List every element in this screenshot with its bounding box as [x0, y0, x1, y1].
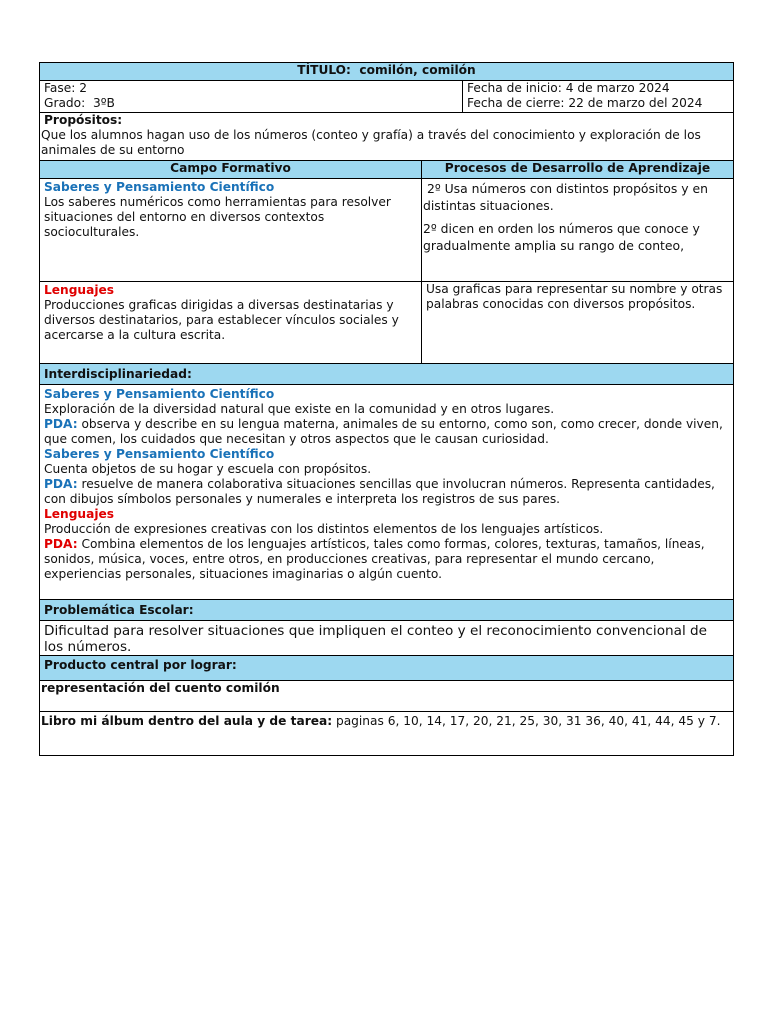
- pda-label-3: PDA:: [44, 537, 78, 551]
- fechas-cell: [463, 81, 734, 113]
- problematica-text: Dificultad para resolver situaciones que impliquen el conteo y el reconocimiento convencional de los números.: [40, 621, 734, 656]
- interd-lenguajes-title: Lenguajes: [44, 507, 115, 521]
- producto-text: representación del cuento comilón: [40, 681, 734, 712]
- problematica-row: [40, 621, 734, 656]
- producto-label: Producto central por lograr:: [40, 656, 734, 681]
- title-cell: [40, 63, 734, 81]
- interd-saberes-pda-text-2: resuelve de manera colaborativa situaciones sencillas que involucran números. Representa cantidades, con dibujos símbolos personales y numerales e interpreta los registros de sus pares.: [44, 477, 715, 506]
- pda-label: PDA:: [44, 417, 78, 431]
- row-saberes: [40, 179, 734, 282]
- info-row: [40, 81, 734, 113]
- propositos-cell: [40, 113, 734, 161]
- problematica-label: Problemática Escolar:: [40, 600, 734, 621]
- interd-saberes-text: Exploración de la diversidad natural que existe en la comunidad y en otros lugares.: [44, 402, 555, 416]
- campo-lenguajes-text: Producciones graficas dirigidas a diversas destinatarias y diversos destinatarios, para establecer vínculos sociales y acercarse a la cultura escrita.: [44, 298, 399, 342]
- interd-saberes-pda-2: [44, 477, 729, 507]
- libro-text: paginas 6, 10, 14, 17, 20, 21, 25, 30, 31 36, 40, 41, 44, 45 y 7.: [332, 714, 721, 728]
- pda-label-2: PDA:: [44, 477, 78, 491]
- cierre-value: 22 de marzo del 2024: [568, 96, 703, 110]
- campo-saberes-cell: [40, 179, 422, 282]
- campo-saberes-title: Saberes y Pensamiento Científico: [44, 180, 275, 194]
- campo-lenguajes-title: Lenguajes: [44, 283, 115, 297]
- inicio-label: Fecha de inicio:: [467, 81, 562, 95]
- column-campo: Campo Formativo: [40, 161, 422, 179]
- interd-saberes-text-2: Cuenta objetos de su hogar y escuela con propósitos.: [44, 462, 372, 476]
- interd-saberes-title: Saberes y Pensamiento Científico: [44, 387, 275, 401]
- inicio-value: 4 de marzo 2024: [565, 81, 670, 95]
- propositos-label: Propósitos:: [44, 113, 123, 127]
- propositos-row: [40, 113, 734, 161]
- planning-table: [39, 62, 734, 756]
- fase-value: 2: [79, 81, 87, 95]
- grado-label: Grado:: [44, 96, 86, 110]
- problematica-header-row: [40, 600, 734, 621]
- producto-row: [40, 681, 734, 712]
- interdisciplinariedad-label: Interdisciplinariedad:: [40, 364, 734, 385]
- libro-label: Libro mi álbum dentro del aula y de tarea:: [41, 714, 333, 728]
- row-lenguajes: [40, 282, 734, 364]
- procesos-lenguajes-1: Usa graficas para representar su nombre y otras palabras conocidas con diversos propósitos.: [426, 282, 723, 311]
- fase-grado-cell: [40, 81, 463, 113]
- title-value: comilón, comilón: [359, 63, 476, 77]
- interdisciplinariedad-header-row: [40, 364, 734, 385]
- libro-row: [40, 712, 734, 756]
- procesos-saberes-1: 2º Usa números con distintos propósitos y en distintas situaciones.: [423, 181, 712, 213]
- column-procesos: Procesos de Desarrollo de Aprendizaje: [422, 161, 734, 179]
- campo-lenguajes-cell: [40, 282, 422, 364]
- interd-lenguajes-text: Producción de expresiones creativas con los distintos elementos de los lenguajes artísticos.: [44, 522, 604, 536]
- cierre-label: Fecha de cierre:: [467, 96, 565, 110]
- title-prefix: TÍTULO:: [297, 63, 351, 77]
- procesos-saberes-2: 2º dicen en orden los números que conoce y gradualmente amplia su rango de conteo,: [423, 221, 700, 253]
- procesos-saberes-cell: [422, 179, 734, 282]
- libro-cell: [40, 712, 734, 756]
- interd-saberes-pda-text: observa y describe en su lengua materna, animales de su entorno, como son, como crecer, donde viven, que comen, los cuidados que necesitan y otros aspectos que le causan curiosidad.: [44, 417, 723, 446]
- campo-saberes-text: Los saberes numéricos como herramientas para resolver situaciones del entorno en diversos contextos socioculturales.: [44, 195, 391, 239]
- columns-header-row: [40, 161, 734, 179]
- interd-lenguajes-pda-text: Combina elementos de los lenguajes artísticos, tales como formas, colores, texturas, tamaños, líneas, sonidos, música, voces, entre otros, en producciones creativas, para representar el mundo cercano, experiencias personales, situaciones imaginarias o algún cuento.: [44, 537, 705, 581]
- interd-lenguajes-pda: [44, 537, 729, 582]
- grado-value: 3ºB: [92, 96, 115, 110]
- fase-label: Fase:: [44, 81, 76, 95]
- propositos-text: Que los alumnos hagan uso de los números (conteo y grafía) a través del conocimiento y exploración de los animales de su entorno: [41, 128, 701, 157]
- interd-saberes-title-2: Saberes y Pensamiento Científico: [44, 447, 275, 461]
- interdisciplinariedad-row: [40, 385, 734, 600]
- interd-saberes-pda: [44, 417, 729, 447]
- producto-header-row: [40, 656, 734, 681]
- planning-document: [39, 62, 733, 756]
- interdisciplinariedad-cell: [40, 385, 734, 600]
- procesos-lenguajes-cell: [422, 282, 734, 364]
- title-row: [40, 63, 734, 81]
